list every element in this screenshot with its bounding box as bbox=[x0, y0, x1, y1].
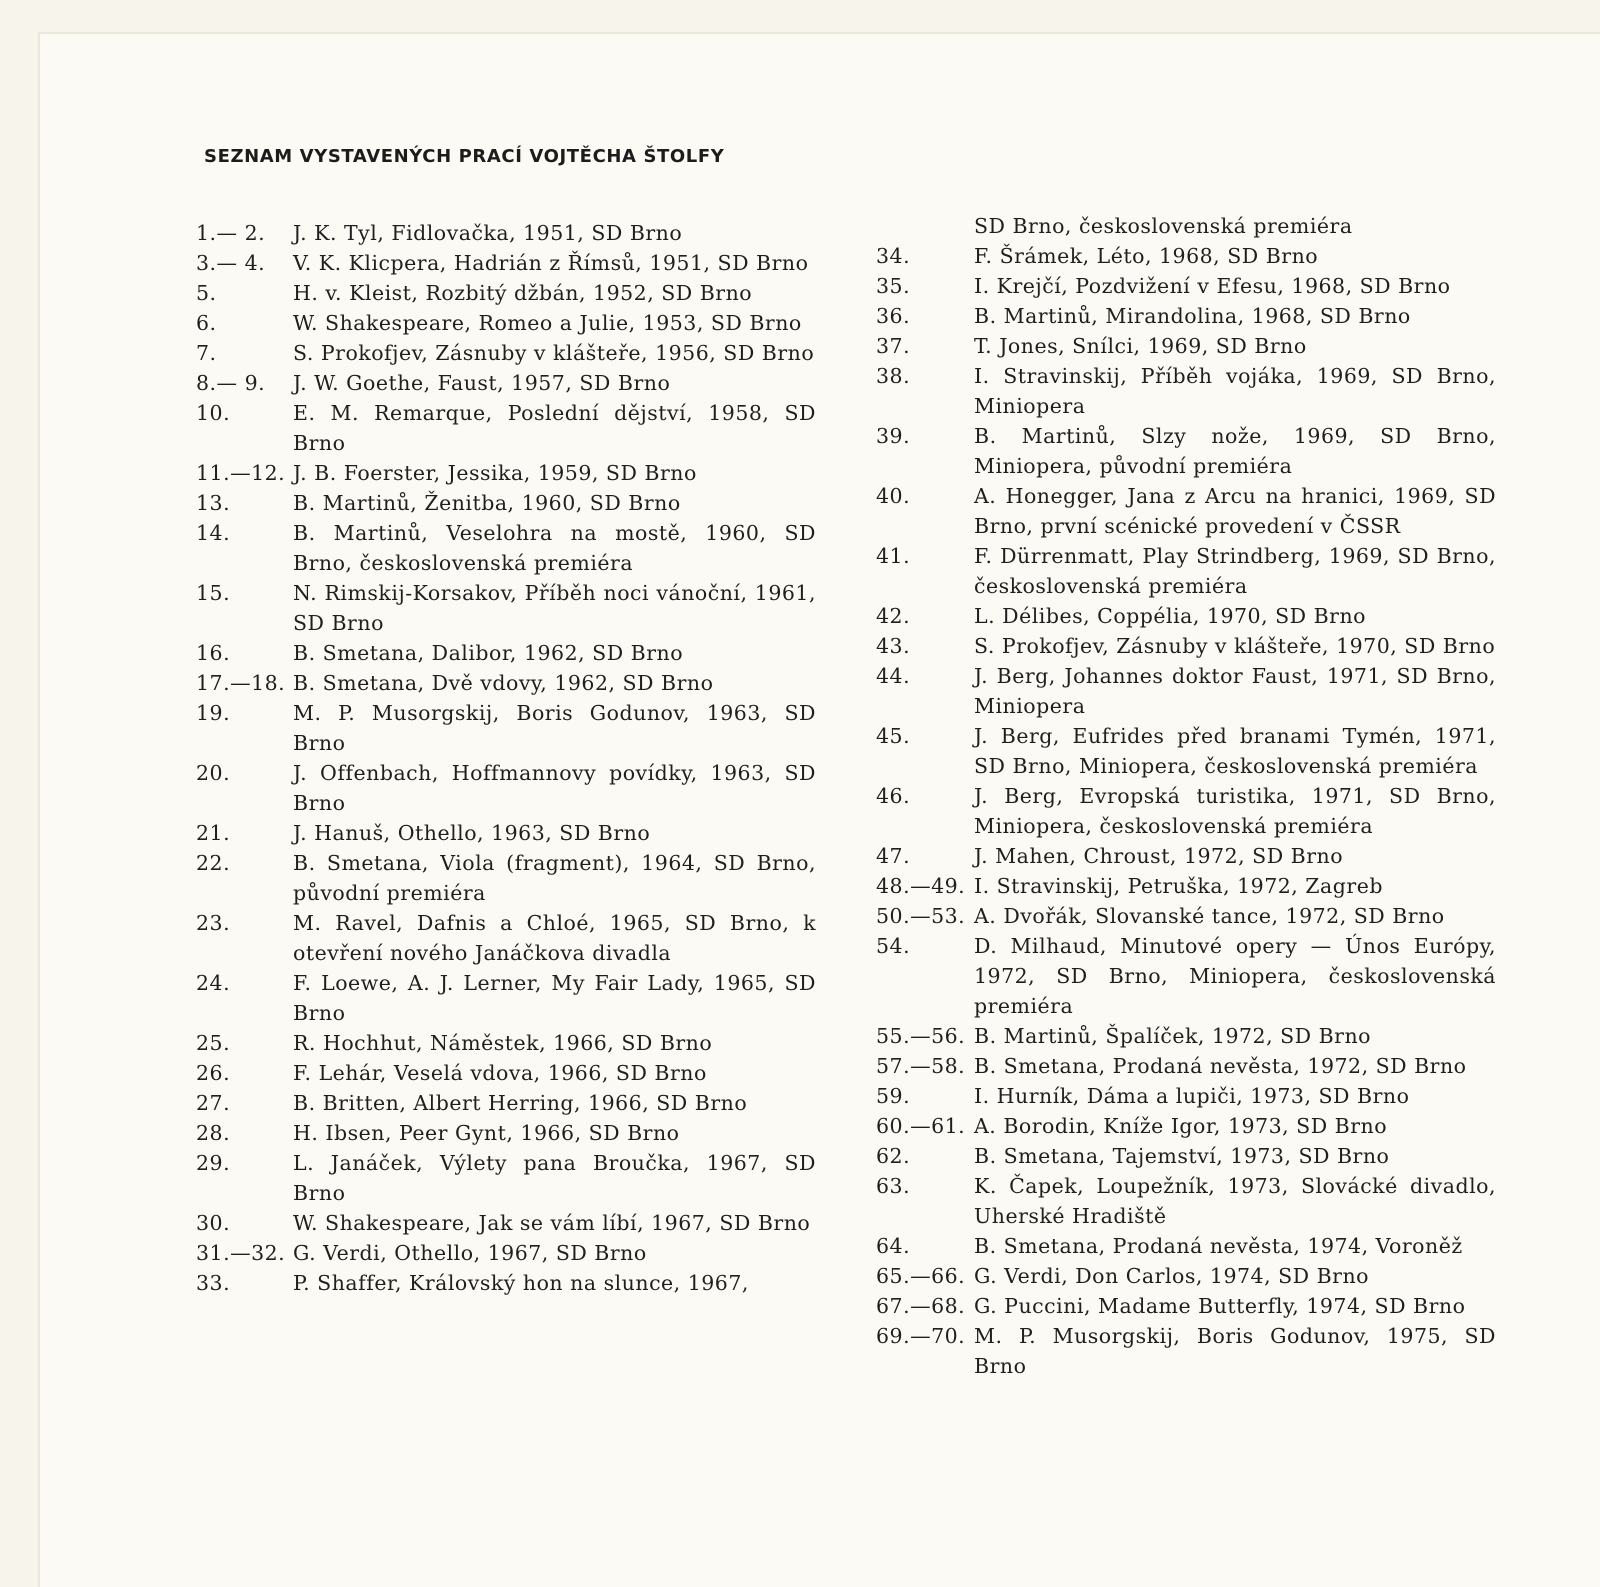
item-number: 11.—12. bbox=[196, 461, 286, 485]
item-text: N. Rimskij-Korsakov, Příběh noci vánoční, 1961, SD Brno bbox=[293, 581, 816, 635]
item-text: W. Shakespeare, Jak se vám líbí, 1967, SD Brno bbox=[293, 1211, 811, 1235]
item-text: L. Janáček, Výlety pana Broučka, 1967, SD Brno bbox=[293, 1151, 816, 1205]
item-number: 25. bbox=[196, 1031, 231, 1055]
item-text: A. Dvořák, Slovanské tance, 1972, SD Brno bbox=[974, 904, 1445, 928]
list-item bbox=[876, 481, 1496, 541]
list-item bbox=[196, 578, 816, 638]
item-text: J. B. Foerster, Jessika, 1959, SD Brno bbox=[293, 461, 697, 485]
item-text: S. Prokofjev, Zásnuby v klášteře, 1956, SD Brno bbox=[293, 341, 815, 365]
list-item bbox=[196, 1028, 816, 1058]
list-item bbox=[876, 301, 1496, 331]
item-text: F. Lehár, Veselá vdova, 1966, SD Brno bbox=[293, 1061, 707, 1085]
item-text: I. Stravinskij, Příběh vojáka, 1969, SD Brno, Miniopera bbox=[974, 364, 1496, 418]
left-column bbox=[196, 218, 816, 1298]
item-text: E. M. Remarque, Poslední dějství, 1958, SD Brno bbox=[293, 401, 816, 455]
item-number: 48.—49. bbox=[876, 874, 966, 898]
item-number: 64. bbox=[876, 1234, 911, 1258]
list-item bbox=[876, 1141, 1496, 1171]
item-text: B. Martinů, Slzy nože, 1969, SD Brno, Miniopera, původní premiéra bbox=[974, 424, 1496, 478]
item-text: J. Berg, Eufrides před branami Tymén, 1971, SD Brno, Miniopera, československá premiéra bbox=[974, 724, 1496, 778]
item-text: V. K. Klicpera, Hadrián z Římsů, 1951, SD Brno bbox=[293, 251, 809, 275]
item-number: 34. bbox=[876, 244, 911, 268]
item-number: 26. bbox=[196, 1061, 231, 1085]
item-text: I. Stravinskij, Petruška, 1972, Zagreb bbox=[974, 874, 1383, 898]
item-number: 30. bbox=[196, 1211, 231, 1235]
item-number: 63. bbox=[876, 1174, 911, 1198]
list-item bbox=[876, 631, 1496, 661]
item-number: 37. bbox=[876, 334, 911, 358]
item-text: L. Délibes, Coppélia, 1970, SD Brno bbox=[974, 604, 1367, 628]
item-number: 28. bbox=[196, 1121, 231, 1145]
list-item bbox=[196, 488, 816, 518]
item-text: F. Loewe, A. J. Lerner, My Fair Lady, 1965, SD Brno bbox=[293, 971, 816, 1025]
item-text: J. Berg, Johannes doktor Faust, 1971, SD Brno, Miniopera bbox=[974, 664, 1496, 718]
list-item bbox=[876, 841, 1496, 871]
item-number: 35. bbox=[876, 274, 911, 298]
list-item bbox=[196, 818, 816, 848]
list-item bbox=[196, 1058, 816, 1088]
list-item bbox=[876, 331, 1496, 361]
item-number: 60.—61. bbox=[876, 1114, 966, 1138]
list-item bbox=[196, 338, 816, 368]
item-number: 29. bbox=[196, 1151, 231, 1175]
item-text: M. P. Musorgskij, Boris Godunov, 1975, SD Brno bbox=[974, 1324, 1496, 1378]
item-number: 6. bbox=[196, 311, 217, 335]
item-number: 38. bbox=[876, 364, 911, 388]
item-number: 55.—56. bbox=[876, 1024, 966, 1048]
item-number: 10. bbox=[196, 401, 231, 425]
item-text: G. Verdi, Don Carlos, 1974, SD Brno bbox=[974, 1264, 1370, 1288]
list-item bbox=[196, 968, 816, 1028]
item-text: B. Britten, Albert Herring, 1966, SD Brno bbox=[293, 1091, 748, 1115]
list-item bbox=[876, 721, 1496, 781]
list-item bbox=[876, 541, 1496, 601]
list-item bbox=[876, 1111, 1496, 1141]
item-text: B. Smetana, Dvě vdovy, 1962, SD Brno bbox=[293, 671, 714, 695]
list-item bbox=[876, 1171, 1496, 1231]
list-item bbox=[876, 1291, 1496, 1321]
list-item bbox=[876, 1021, 1496, 1051]
item-number: 42. bbox=[876, 604, 911, 628]
item-text: I. Hurník, Dáma a lupiči, 1973, SD Brno bbox=[974, 1084, 1410, 1108]
item-text: B. Martinů, Mirandolina, 1968, SD Brno bbox=[974, 304, 1411, 328]
item-number: 69.—70. bbox=[876, 1324, 966, 1348]
item-text: P. Shaffer, Královský hon na slunce, 1967, bbox=[293, 1271, 749, 1295]
item-number: 27. bbox=[196, 1091, 231, 1115]
list-item bbox=[196, 308, 816, 338]
item-number: 45. bbox=[876, 724, 911, 748]
list-item bbox=[196, 698, 816, 758]
item-number: 20. bbox=[196, 761, 231, 785]
item-text: B. Martinů, Veselohra na mostě, 1960, SD Brno, československá premiéra bbox=[293, 521, 816, 575]
list-item bbox=[196, 638, 816, 668]
item-text: S. Prokofjev, Zásnuby v klášteře, 1970, SD Brno bbox=[974, 634, 1496, 658]
item-text: W. Shakespeare, Romeo a Julie, 1953, SD Brno bbox=[293, 311, 802, 335]
list-item bbox=[196, 848, 816, 908]
item-number: 39. bbox=[876, 424, 911, 448]
item-text: B. Smetana, Viola (fragment), 1964, SD Brno, původní premiéra bbox=[293, 851, 816, 905]
item-number: 5. bbox=[196, 281, 217, 305]
item-text: H. v. Kleist, Rozbitý džbán, 1952, SD Brno bbox=[293, 281, 753, 305]
item-text: J. Offenbach, Hoffmannovy povídky, 1963, SD Brno bbox=[293, 761, 816, 815]
list-item bbox=[876, 1321, 1496, 1381]
item-text: R. Hochhut, Náměstek, 1966, SD Brno bbox=[293, 1031, 713, 1055]
list-item bbox=[876, 901, 1496, 931]
item-number: 13. bbox=[196, 491, 231, 515]
item-text: B. Martinů, Ženitba, 1960, SD Brno bbox=[293, 491, 681, 515]
item-text: D. Milhaud, Minutové opery — Únos Európy, 1972, SD Brno, Miniopera, československá premiéra bbox=[974, 934, 1496, 1018]
item-number: 17.—18. bbox=[196, 671, 286, 695]
item-number: 31.—32. bbox=[196, 1241, 286, 1265]
item-text: A. Borodin, Kníže Igor, 1973, SD Brno bbox=[974, 1114, 1388, 1138]
item-number: 41. bbox=[876, 544, 911, 568]
list-item bbox=[876, 871, 1496, 901]
item-number: 59. bbox=[876, 1084, 911, 1108]
item-number: 62. bbox=[876, 1144, 911, 1168]
item-text: B. Martinů, Špalíček, 1972, SD Brno bbox=[974, 1024, 1372, 1048]
item-number: 36. bbox=[876, 304, 911, 328]
list-item bbox=[876, 271, 1496, 301]
item-text: G. Verdi, Othello, 1967, SD Brno bbox=[293, 1241, 647, 1265]
item-text: B. Smetana, Prodaná nevěsta, 1972, SD Brno bbox=[974, 1054, 1467, 1078]
right-column bbox=[876, 211, 1496, 1381]
item-number: 23. bbox=[196, 911, 231, 935]
item-number: 46. bbox=[876, 784, 911, 808]
list-item bbox=[196, 758, 816, 818]
item-number: 54. bbox=[876, 934, 911, 958]
item-text: T. Jones, Snílci, 1969, SD Brno bbox=[974, 334, 1307, 358]
item-number: 50.—53. bbox=[876, 904, 966, 928]
list-item bbox=[196, 368, 816, 398]
list-item bbox=[196, 668, 816, 698]
item-text: J. Hanuš, Othello, 1963, SD Brno bbox=[293, 821, 651, 845]
item-number: 44. bbox=[876, 664, 911, 688]
item-text: J. K. Tyl, Fidlovačka, 1951, SD Brno bbox=[293, 221, 683, 245]
list-item bbox=[876, 1261, 1496, 1291]
list-item bbox=[196, 458, 816, 488]
list-item bbox=[196, 518, 816, 578]
list-item bbox=[196, 278, 816, 308]
list-item bbox=[876, 931, 1496, 1021]
item-number: 33. bbox=[196, 1271, 231, 1295]
item-number: 65.—66. bbox=[876, 1264, 966, 1288]
item-text: B. Smetana, Tajemství, 1973, SD Brno bbox=[974, 1144, 1390, 1168]
list-item bbox=[196, 1118, 816, 1148]
item-text: F. Dürrenmatt, Play Strindberg, 1969, SD Brno, československá premiéra bbox=[974, 544, 1496, 598]
list-item bbox=[876, 1051, 1496, 1081]
item-number: 19. bbox=[196, 701, 231, 725]
item-text: M. P. Musorgskij, Boris Godunov, 1963, SD Brno bbox=[293, 701, 816, 755]
item-number: 8.— 9. bbox=[196, 371, 266, 395]
item-number: 67.—68. bbox=[876, 1294, 966, 1318]
list-item bbox=[876, 661, 1496, 721]
list-item bbox=[876, 421, 1496, 481]
list-item bbox=[876, 1231, 1496, 1261]
item-text: B. Smetana, Dalibor, 1962, SD Brno bbox=[293, 641, 684, 665]
item-text: J. Berg, Evropská turistika, 1971, SD Brno, Miniopera, československá premiéra bbox=[974, 784, 1496, 838]
list-item bbox=[876, 241, 1496, 271]
item-text: F. Šrámek, Léto, 1968, SD Brno bbox=[974, 244, 1319, 268]
item-number: 57.—58. bbox=[876, 1054, 966, 1078]
item-text: J. W. Goethe, Faust, 1957, SD Brno bbox=[293, 371, 671, 395]
item-number: 22. bbox=[196, 851, 231, 875]
item-number: 16. bbox=[196, 641, 231, 665]
item-text: B. Smetana, Prodaná nevěsta, 1974, Voroněž bbox=[974, 1234, 1463, 1258]
list-item bbox=[196, 1268, 816, 1298]
item-number: 15. bbox=[196, 581, 231, 605]
item-number: 24. bbox=[196, 971, 231, 995]
list-item bbox=[876, 601, 1496, 631]
item-number: 21. bbox=[196, 821, 231, 845]
item-text: A. Honegger, Jana z Arcu na hranici, 1969, SD Brno, první scénické provedení v ČSSR bbox=[974, 484, 1496, 538]
continuation-line: SD Brno, československá premiéra bbox=[974, 214, 1353, 238]
list-item bbox=[876, 361, 1496, 421]
list-item bbox=[196, 1088, 816, 1118]
list-item bbox=[196, 1148, 816, 1208]
item-text: I. Krejčí, Pozdvižení v Efesu, 1968, SD Brno bbox=[974, 274, 1451, 298]
item-number: 7. bbox=[196, 341, 217, 365]
list-item bbox=[196, 908, 816, 968]
list-item bbox=[196, 398, 816, 458]
item-number: 43. bbox=[876, 634, 911, 658]
item-text: M. Ravel, Dafnis a Chloé, 1965, SD Brno, k otevření nového Janáčkova divadla bbox=[293, 911, 816, 965]
item-number: 3.— 4. bbox=[196, 251, 266, 275]
list-item bbox=[876, 1081, 1496, 1111]
list-item bbox=[196, 248, 816, 278]
item-number: 14. bbox=[196, 521, 231, 545]
item-text: H. Ibsen, Peer Gynt, 1966, SD Brno bbox=[293, 1121, 680, 1145]
list-item bbox=[196, 1238, 816, 1268]
list-item bbox=[196, 1208, 816, 1238]
item-number: 40. bbox=[876, 484, 911, 508]
list-item bbox=[196, 218, 816, 248]
item-text: J. Mahen, Chroust, 1972, SD Brno bbox=[974, 844, 1344, 868]
item-number: 47. bbox=[876, 844, 911, 868]
item-text: K. Čapek, Loupežník, 1973, Slovácké divadlo, Uherské Hradiště bbox=[974, 1174, 1496, 1228]
list-item bbox=[876, 781, 1496, 841]
item-number: 1.— 2. bbox=[196, 221, 266, 245]
page-title: SEZNAM VYSTAVENÝCH PRACÍ VOJTĚCHA ŠTOLFY bbox=[204, 146, 725, 167]
item-text: G. Puccini, Madame Butterfly, 1974, SD Brno bbox=[974, 1294, 1466, 1318]
